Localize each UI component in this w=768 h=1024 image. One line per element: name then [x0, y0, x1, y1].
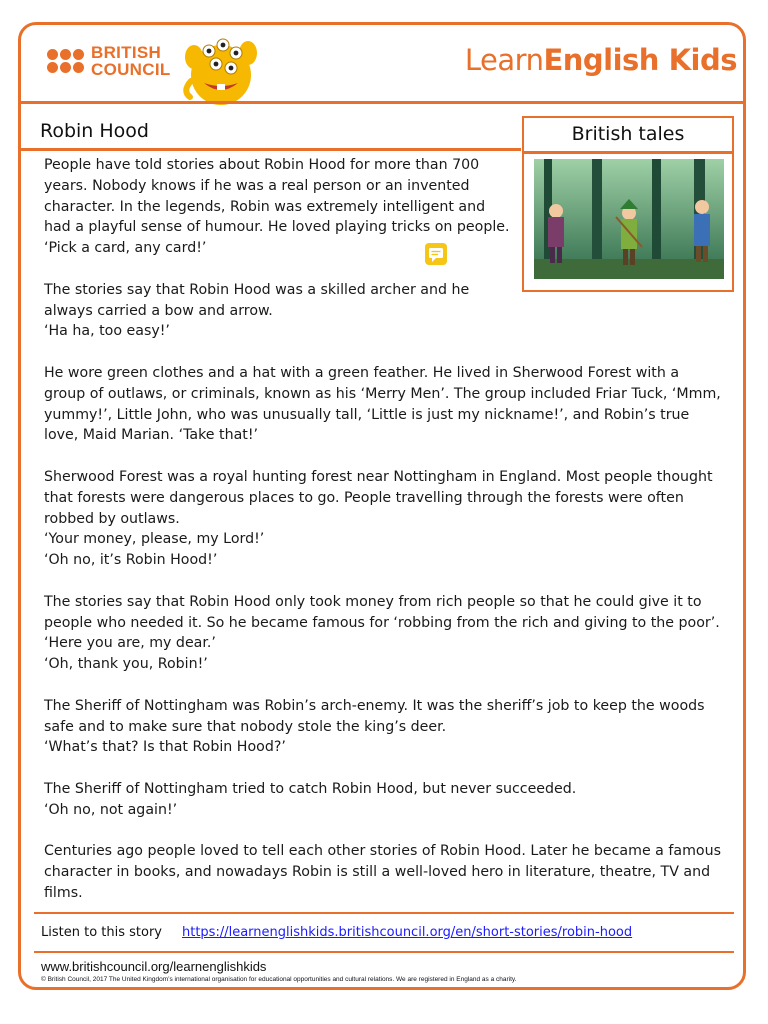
listen-divider-bottom [34, 951, 734, 953]
listen-divider-top [34, 912, 734, 914]
header [21, 25, 743, 103]
story-paragraph-7: The Sheriff of Nottingham tried to catch Robin Hood, but never succeeded. ‘Oh no, not again!’ [44, 780, 577, 818]
listen-label: Listen to this story [41, 925, 162, 940]
story-paragraph-8: Centuries ago people loved to tell each other stories of Robin Hood. Later he became a famous character in books, and nowadays Robin is still a well-loved hero in literature, theatre, TV and films. [44, 843, 721, 901]
title-row [21, 116, 521, 150]
story-paragraph-3: He wore green clothes and a hat with a green feather. He lived in Sherwood Forest with a group of outlaws, or criminals, known as his ‘Merry Men’. The group included Friar Tuck, ‘Mmm, yummy!’, Little John, who was unusually tall, ‘Little is just my nickname!’, and Robin’s true love, Maid Marian. ‘Take that!’ [44, 364, 721, 444]
footer-copyright: © British Council, 2017 The United Kingdom’s international organisation for educational opportunities and cultural relations. We are registered in England as a charity. [41, 976, 517, 983]
page-title: Robin Hood [40, 120, 149, 142]
british-tales-label: British tales [524, 118, 732, 154]
story-paragraph-2: The stories say that Robin Hood was a skilled archer and he always carried a bow and arrow. ‘Ha ha, too easy!’ [44, 281, 470, 340]
story-paragraph-6: The Sheriff of Nottingham was Robin’s arch-enemy. It was the sheriff’s job to keep the woods safe and to make sure that nobody stole the king’s deer. ‘What’s that? Is that Robin Hood?’ [44, 697, 705, 756]
story-paragraph-4: Sherwood Forest was a royal hunting forest near Nottingham in England. Most people thought that forests were dangerous places to go. People travelling through the forests were often robbed by outlaws. ‘Your money, please, my Lord!’ ‘Oh no, it’s Robin Hood!’ [44, 468, 713, 569]
story-text [44, 155, 724, 904]
monster-mascot-icon [176, 31, 266, 109]
british-council-logo [47, 44, 171, 78]
story-audio-link[interactable]: https://learnenglishkids.britishcouncil.org/en/short-stories/robin-hood [182, 925, 633, 940]
learnenglish-kids-logo: LearnEnglish Kids [464, 43, 737, 77]
british-council-dots-icon [47, 49, 84, 73]
story-paragraph-5: The stories say that Robin Hood only took money from rich people so that he could give it to people who needed it. So he became famous for ‘robbing from the rich and giving to the poor’. ‘Here you are, my dear.’ ‘Oh, thank you, Robin!’ [44, 593, 720, 673]
story-paragraph-1: People have told stories about Robin Hood for more than 700 years. Nobody knows if he was a real person or an invented character. In the legends, Robin was extremely intelligent and had a playful sense of humour. He loved playing tricks on people. ‘Pick a card, any card!’ [44, 157, 510, 257]
footer-website: www.britishcouncil.org/learnenglishkids [41, 959, 267, 974]
header-divider [21, 101, 743, 104]
british-council-line2: COUNCIL [91, 60, 171, 79]
title-underline [21, 148, 521, 151]
british-council-line1: BRITISH [91, 43, 162, 62]
